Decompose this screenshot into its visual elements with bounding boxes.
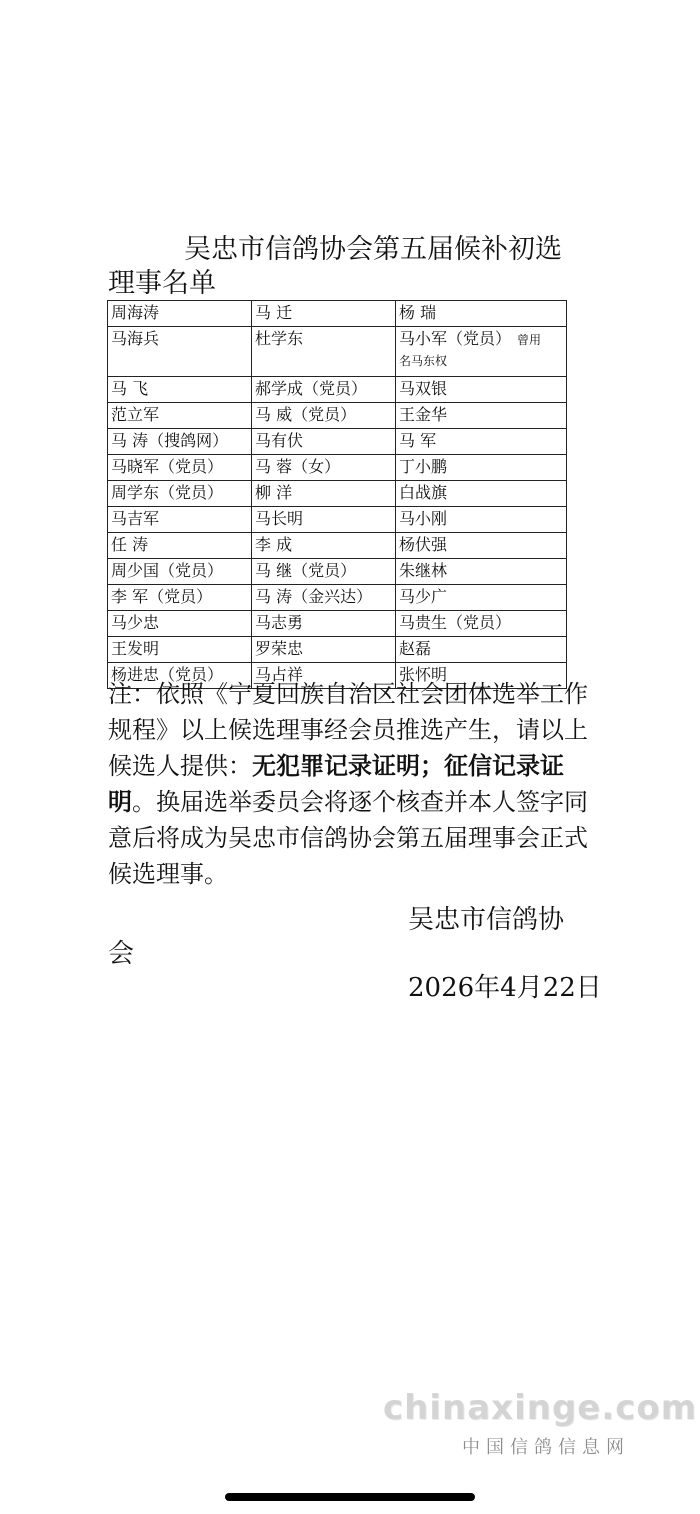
candidate-name: 马贵生（党员） bbox=[399, 613, 512, 632]
table-row bbox=[108, 507, 567, 533]
candidate-name: 柳 洋 bbox=[255, 483, 293, 502]
table-cell bbox=[252, 377, 396, 403]
candidate-name: 周学东（党员） bbox=[111, 483, 224, 502]
candidate-name: 王发明 bbox=[111, 639, 160, 658]
table-cell bbox=[396, 585, 567, 611]
table-cell bbox=[396, 377, 567, 403]
candidate-name: 郝学成（党员） bbox=[255, 379, 368, 398]
table-cell bbox=[396, 507, 567, 533]
candidate-name: 白战旗 bbox=[399, 483, 448, 502]
table-cell bbox=[252, 559, 396, 585]
table-cell bbox=[396, 559, 567, 585]
candidate-name: 张怀明 bbox=[399, 665, 448, 684]
candidate-name: 马晓军（党员） bbox=[111, 457, 224, 476]
table-cell bbox=[396, 429, 567, 455]
candidate-name: 马海兵 bbox=[111, 329, 160, 348]
former-name-note-b: 名马东权 bbox=[399, 354, 448, 368]
table-cell bbox=[252, 403, 396, 429]
candidate-name: 杨进忠（党员） bbox=[111, 665, 224, 684]
watermark-logo-text: chinaxinge.com bbox=[383, 1388, 698, 1428]
candidate-name: 李 军（党员） bbox=[111, 587, 213, 606]
former-name-note-a: 曾用 bbox=[517, 333, 542, 347]
candidate-name: 马小军（党员） bbox=[399, 329, 512, 348]
document-title-line1: 吴忠市信鸽协会第五届候补初选 bbox=[184, 234, 562, 265]
table-cell bbox=[108, 481, 252, 507]
candidate-name: 李 成 bbox=[255, 535, 293, 554]
candidate-name: 马 涛（金兴达） bbox=[255, 587, 373, 606]
table-cell bbox=[108, 377, 252, 403]
candidate-name: 马志勇 bbox=[255, 613, 304, 632]
table-cell bbox=[396, 637, 567, 663]
note-text-part1: 注：依照《宁夏回族自治区社会团体选举工作规程》以上候选理事经会员推选产生，请以上候选人提供： bbox=[108, 680, 588, 780]
table-cell bbox=[252, 429, 396, 455]
signature-line2: 会 bbox=[108, 939, 135, 969]
table-cell bbox=[108, 327, 252, 377]
candidate-name: 杨伏强 bbox=[399, 535, 448, 554]
candidate-name: 马有伏 bbox=[255, 431, 304, 450]
candidate-name: 罗荣忠 bbox=[255, 639, 304, 658]
note-paragraph bbox=[108, 676, 600, 892]
table-cell bbox=[252, 585, 396, 611]
candidate-name: 马 继（党员） bbox=[255, 561, 357, 580]
table-cell bbox=[108, 455, 252, 481]
candidate-name: 任 涛 bbox=[111, 535, 149, 554]
table-cell bbox=[108, 429, 252, 455]
candidate-name: 赵磊 bbox=[399, 639, 432, 658]
table-row bbox=[108, 611, 567, 637]
table-cell bbox=[252, 533, 396, 559]
table-row bbox=[108, 585, 567, 611]
candidate-name: 马双银 bbox=[399, 379, 448, 398]
table-cell bbox=[396, 611, 567, 637]
signature-line1: 吴忠市信鸽协 bbox=[408, 905, 565, 935]
home-indicator-bar[interactable] bbox=[225, 1493, 475, 1501]
candidate-name: 周少国（党员） bbox=[111, 561, 224, 580]
candidate-name: 朱继林 bbox=[399, 561, 448, 580]
table-row bbox=[108, 301, 567, 327]
candidate-name: 马 飞 bbox=[111, 379, 149, 398]
table-cell bbox=[252, 327, 396, 377]
table-row bbox=[108, 533, 567, 559]
table-row bbox=[108, 403, 567, 429]
table-cell bbox=[108, 301, 252, 327]
table-cell bbox=[396, 455, 567, 481]
table-cell bbox=[252, 611, 396, 637]
table-cell bbox=[108, 637, 252, 663]
candidate-name: 杜学东 bbox=[255, 329, 304, 348]
watermark-subtitle: 中国信鸽信息网 bbox=[462, 1437, 630, 1458]
table-cell bbox=[252, 455, 396, 481]
candidate-name: 王金华 bbox=[399, 405, 448, 424]
candidate-table bbox=[107, 300, 567, 689]
table-row bbox=[108, 637, 567, 663]
table-row bbox=[108, 327, 567, 377]
candidate-name: 马少忠 bbox=[111, 613, 160, 632]
table-cell bbox=[252, 301, 396, 327]
table-row bbox=[108, 481, 567, 507]
candidate-name: 马长明 bbox=[255, 509, 304, 528]
table-row bbox=[108, 377, 567, 403]
candidate-name: 马少广 bbox=[399, 587, 448, 606]
table-cell bbox=[252, 481, 396, 507]
table-row bbox=[108, 559, 567, 585]
note-text-part2: 。换届选举委员会将逐个核查并本人签字同意后将成为吴忠市信鸽协会第五届理事会正式候选理事。 bbox=[108, 788, 588, 888]
candidate-name: 丁小鹏 bbox=[399, 457, 448, 476]
candidate-name: 马吉军 bbox=[111, 509, 160, 528]
table-cell bbox=[396, 301, 567, 327]
table-cell bbox=[108, 585, 252, 611]
table-cell bbox=[396, 327, 567, 377]
candidate-name: 马 威（党员） bbox=[255, 405, 357, 424]
table-cell bbox=[108, 611, 252, 637]
table-row bbox=[108, 455, 567, 481]
note-text-bold: 无犯罪记录证明；征信记录证明 bbox=[108, 752, 564, 816]
table-cell bbox=[396, 481, 567, 507]
table-cell bbox=[396, 533, 567, 559]
table-cell bbox=[108, 403, 252, 429]
candidate-name: 马占祥 bbox=[255, 665, 304, 684]
candidate-name: 马小刚 bbox=[399, 509, 448, 528]
document-title-line2: 理事名单 bbox=[108, 268, 216, 299]
candidate-name: 马 蓉（女） bbox=[255, 457, 341, 476]
table-cell bbox=[108, 507, 252, 533]
candidate-name: 范立军 bbox=[111, 405, 160, 424]
signature-date: 2026年4月22日 bbox=[408, 973, 602, 1003]
table-row bbox=[108, 429, 567, 455]
table-cell bbox=[396, 403, 567, 429]
table-cell bbox=[252, 507, 396, 533]
candidate-name: 周海涛 bbox=[111, 303, 160, 322]
candidate-name: 杨 瑞 bbox=[399, 303, 437, 322]
table-cell bbox=[108, 533, 252, 559]
table-cell bbox=[252, 637, 396, 663]
candidate-name: 马 迁 bbox=[255, 303, 293, 322]
candidate-name: 马 涛（搜鸽网） bbox=[111, 431, 229, 450]
table-cell bbox=[108, 559, 252, 585]
candidate-name: 马 军 bbox=[399, 431, 437, 450]
